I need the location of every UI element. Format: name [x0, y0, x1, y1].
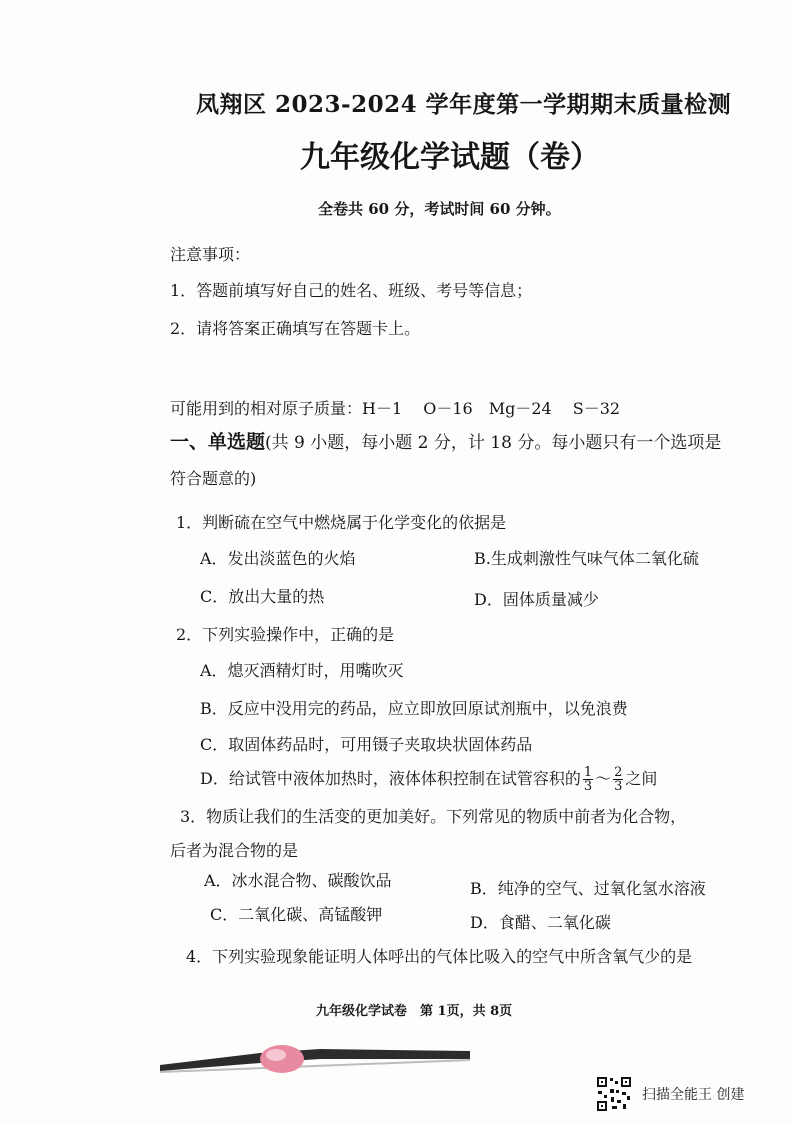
- scanner-watermark: [596, 1076, 744, 1112]
- notice-heading: 注意事项：: [170, 245, 251, 264]
- q1-option-a: A．发出淡蓝色的火焰: [200, 549, 356, 568]
- q3-option-c: C．二氧化碳、高锰酸钾: [210, 905, 383, 924]
- notice-item-1: 1．答题前填写好自己的姓名、班级、考号等信息；: [170, 281, 533, 300]
- q3-option-b: B．纯净的空气、过氧化氢水溶液: [470, 879, 706, 898]
- section-1-desc-line2: 符合题意的): [170, 469, 257, 488]
- fraction-numerator: 1: [583, 765, 593, 780]
- exam-title-line1: 凤翔区 2023-2024 学年度第一学期期末质量检测: [196, 91, 732, 118]
- q2-option-d: [200, 766, 657, 793]
- q3-stem-line1: 3．物质让我们的生活变的更加美好。下列常见的物质中前者为化合物，: [180, 807, 687, 826]
- fraction-numerator: 2: [614, 765, 623, 780]
- q3-stem-line2: 后者为混合物的是: [170, 841, 299, 860]
- q4-stem: 4．下列实验现象能证明人体呼出的气体比吸入的空气中所含氧气少的是: [186, 947, 693, 966]
- q2-option-d-text: D．给试管中液体加热时，液体体积控制在试管容积的: [200, 769, 581, 788]
- q1-option-c: C．放出大量的热: [200, 587, 325, 606]
- fraction-two-thirds: [613, 766, 623, 793]
- section-1-title: 一、单选题: [170, 431, 266, 453]
- exam-subtitle: 全卷共 60 分，考试时间 60 分钟。: [318, 200, 561, 218]
- q2-stem: 2．下列实验操作中，正确的是: [176, 625, 395, 644]
- q2-option-d-end: 之间: [625, 769, 658, 788]
- q1-option-d: D．固体质量减少: [474, 590, 599, 609]
- fraction-one-third: [583, 766, 593, 793]
- q3-option-a: A．冰水混合物、碳酸饮品: [204, 871, 392, 890]
- fraction-denominator: 3: [614, 779, 623, 794]
- tilde: ～: [595, 769, 612, 788]
- q2-option-a: A．熄灭酒精灯时，用嘴吹灭: [200, 661, 404, 680]
- fraction-denominator: 3: [583, 779, 593, 794]
- page-footer: 九年级化学试卷 第 1页，共 8页: [316, 1004, 513, 1019]
- q1-stem: 1．判断硫在空气中燃烧属于化学变化的依据是: [176, 513, 507, 532]
- scanner-label: 扫描全能王 创建: [642, 1087, 745, 1103]
- section-1-heading: [170, 427, 721, 454]
- q2-option-b: B．反应中没用完的药品，应立即放回原试剂瓶中，以免浪费: [200, 699, 628, 718]
- binder-clip-image: [160, 1045, 470, 1073]
- notice-item-2: 2．请将答案正确填写在答题卡上。: [170, 319, 421, 338]
- q1-option-b: B.生成刺激性气味气体二氧化硫: [474, 549, 699, 568]
- exam-title-line2: 九年级化学试题（卷）: [300, 140, 600, 175]
- atomic-masses: 可能用到的相对原子质量：H－1 O－16 Mg－24 S－32: [170, 399, 621, 418]
- q2-option-c: C．取固体药品时，可用镊子夹取块状固体药品: [200, 735, 533, 754]
- qr-code-icon: [596, 1076, 632, 1112]
- q3-option-d: D．食醋、二氧化碳: [470, 913, 611, 932]
- section-1-desc: (共 9 小题，每小题 2 分，计 18 分。每小题只有一个选项是: [265, 433, 722, 453]
